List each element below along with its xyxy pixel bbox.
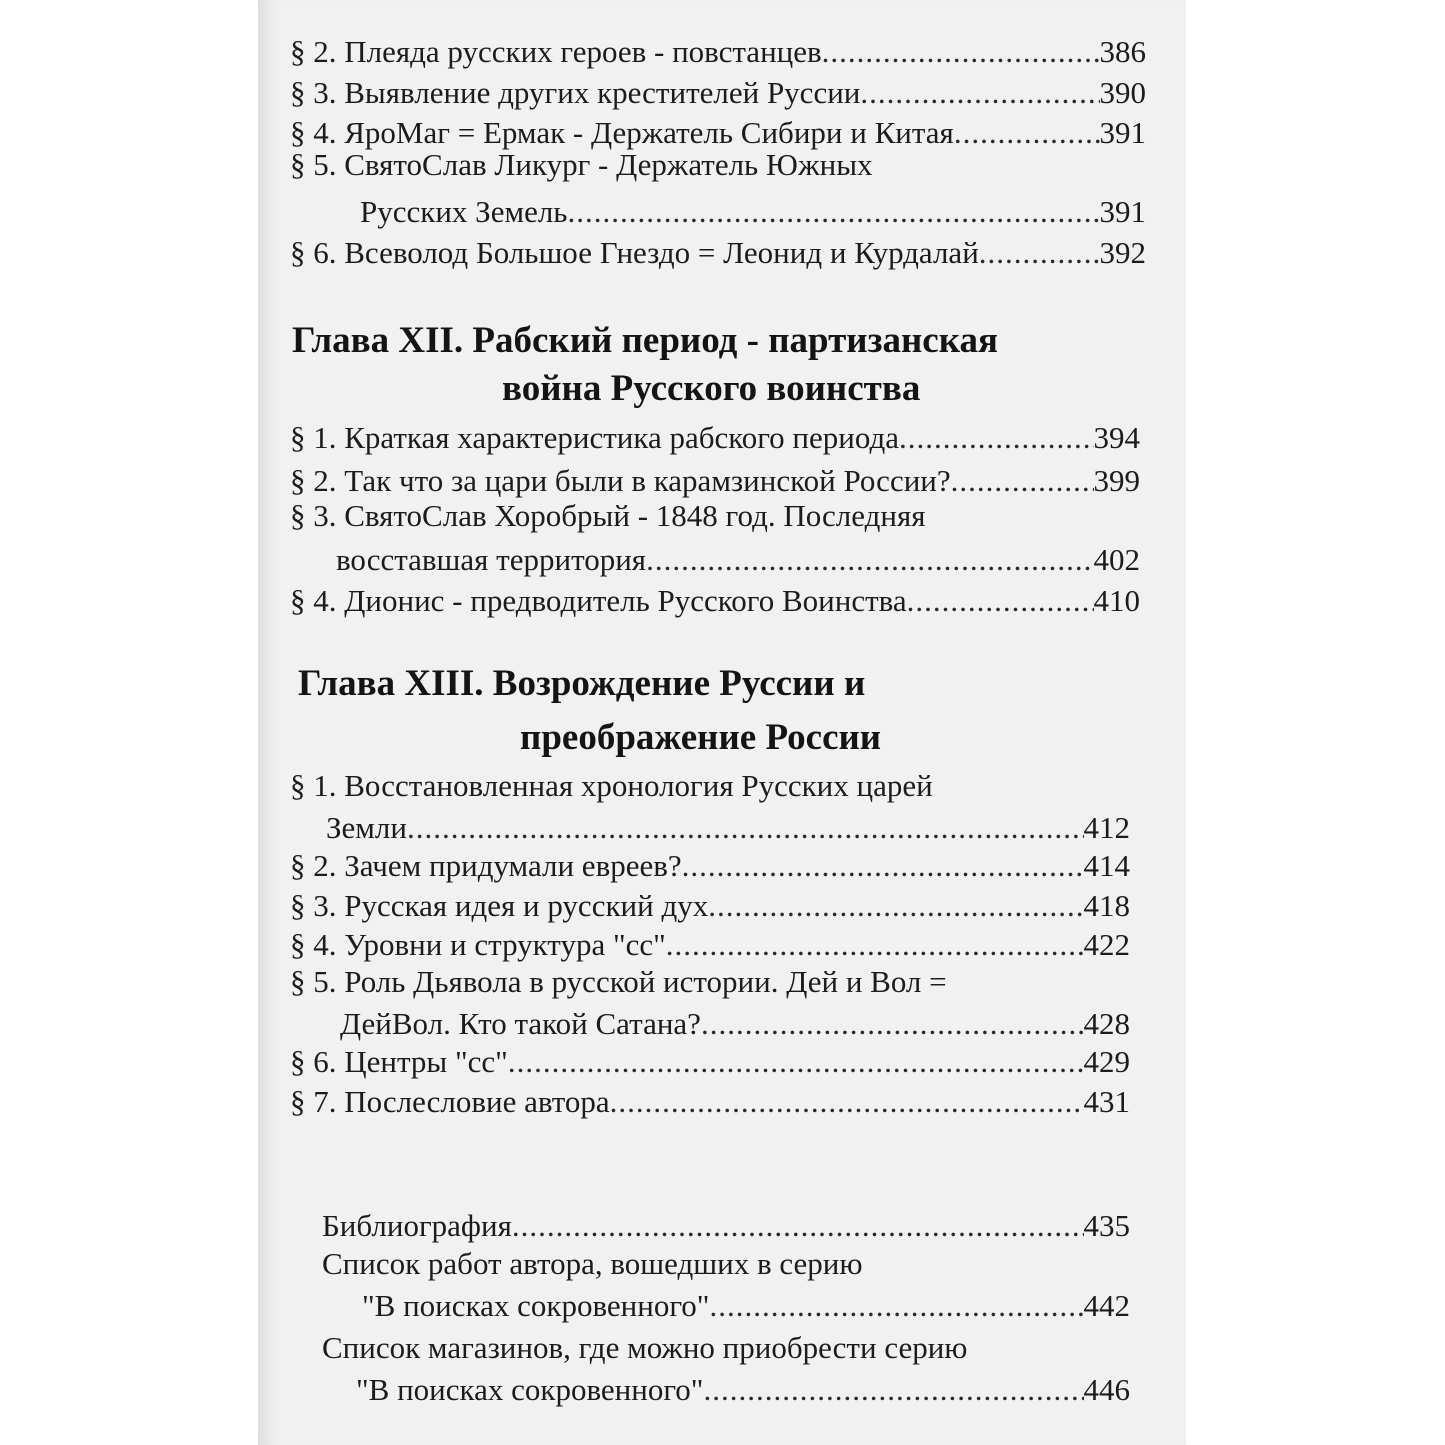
toc-entry-page: 391 bbox=[1099, 194, 1146, 229]
toc-entry-page: 428 bbox=[1083, 1006, 1130, 1041]
toc-entry-page: 442 bbox=[1083, 1288, 1130, 1323]
dot-leader bbox=[512, 1206, 1084, 1246]
toc-entry-label: ДейВол. Кто такой Сатана? bbox=[340, 1006, 701, 1041]
dot-leader bbox=[407, 808, 1084, 848]
toc-entry-label: "В поисках сокровенного" bbox=[356, 1372, 704, 1407]
toc-entry-page: 414 bbox=[1083, 848, 1130, 883]
dot-leader bbox=[907, 581, 1094, 621]
toc-entry[interactable] bbox=[340, 1004, 1130, 1044]
toc-entry[interactable] bbox=[290, 581, 1140, 621]
toc-entry[interactable] bbox=[290, 846, 1130, 886]
toc-entry[interactable] bbox=[336, 540, 1140, 580]
dot-leader bbox=[508, 1042, 1084, 1082]
toc-entry[interactable] bbox=[362, 1286, 1130, 1326]
dot-leader bbox=[666, 925, 1084, 965]
toc-entry-page: 394 bbox=[1093, 420, 1140, 455]
chapter-title-line2[interactable]: преображение России bbox=[520, 717, 882, 758]
toc-entry-label: § 2. Так что за цари были в карамзинской России? bbox=[290, 463, 951, 498]
dot-leader bbox=[822, 32, 1100, 72]
dot-leader bbox=[610, 1082, 1084, 1122]
toc-entry-page: 418 bbox=[1083, 888, 1130, 923]
toc-entry-label-line1[interactable]: § 5. Роль Дьявола в русской истории. Дей и Вол = bbox=[290, 964, 947, 999]
toc-entry[interactable] bbox=[326, 808, 1130, 848]
toc-entry[interactable] bbox=[290, 1042, 1130, 1082]
dot-leader bbox=[646, 540, 1093, 580]
toc-entry-page: 410 bbox=[1093, 583, 1140, 618]
dot-leader bbox=[567, 192, 1099, 232]
toc-entry-page: 390 bbox=[1099, 75, 1146, 110]
toc-entry-page: 429 bbox=[1083, 1044, 1130, 1079]
toc-entry-label: Русских Земель bbox=[360, 194, 568, 229]
toc-entry[interactable] bbox=[290, 461, 1140, 501]
dot-leader bbox=[951, 461, 1094, 501]
toc-entry-label-line1[interactable]: Список работ автора, вошедших в серию bbox=[322, 1246, 863, 1281]
dot-leader bbox=[703, 1370, 1083, 1410]
toc-entry-label: § 6. Всеволод Большое Гнездо = Леонид и Курдалай bbox=[290, 235, 979, 270]
toc-entry-page: 399 bbox=[1093, 463, 1140, 498]
toc-entry[interactable] bbox=[290, 418, 1140, 458]
toc-entry-label: § 4. Уровни и структура "сс" bbox=[290, 927, 666, 962]
toc-entry[interactable] bbox=[356, 1370, 1130, 1410]
toc-entry-label-line1[interactable]: § 3. СвятоСлав Хоробрый - 1848 год. Последняя bbox=[290, 498, 926, 533]
toc-entry-label: Земли bbox=[326, 810, 407, 845]
toc-entry[interactable] bbox=[290, 32, 1146, 72]
toc-entry-page: 422 bbox=[1083, 927, 1130, 962]
toc-entry-label: "В поисках сокровенного" bbox=[362, 1288, 710, 1323]
toc-entry-label: § 3. Выявление других крестителей Руссии bbox=[290, 75, 861, 110]
toc-entry-label: § 4. Дионис - предводитель Русского Воинства bbox=[290, 583, 907, 618]
toc-entry-page: 391 bbox=[1099, 115, 1146, 150]
dot-leader bbox=[682, 846, 1084, 886]
dot-leader bbox=[954, 113, 1100, 153]
toc-entry[interactable] bbox=[290, 233, 1146, 273]
toc-entry-page: 402 bbox=[1093, 542, 1140, 577]
toc-entry-label: § 1. Краткая характеристика рабского периода bbox=[290, 420, 899, 455]
toc-entry[interactable] bbox=[290, 925, 1130, 965]
toc-entry-page: 435 bbox=[1083, 1208, 1130, 1243]
dot-leader bbox=[701, 1004, 1084, 1044]
toc-entry-label: § 3. Русская идея и русский дух bbox=[290, 888, 709, 923]
toc-entry[interactable] bbox=[290, 73, 1146, 113]
toc-entry[interactable] bbox=[322, 1206, 1130, 1246]
chapter-title[interactable]: Глава XII. Рабский период - партизанская bbox=[292, 320, 998, 361]
dot-leader bbox=[708, 886, 1083, 926]
toc-entry-label: Библиография bbox=[322, 1208, 512, 1243]
dot-leader bbox=[860, 73, 1099, 113]
toc-entry-label: § 6. Центры "сс" bbox=[290, 1044, 508, 1079]
toc-entry-label-line1[interactable]: § 5. СвятоСлав Ликург - Держатель Южных bbox=[290, 147, 873, 182]
toc-entry-page: 386 bbox=[1099, 34, 1146, 69]
toc-entry-label: § 2. Зачем придумали евреев? bbox=[290, 848, 682, 883]
chapter-title[interactable]: Глава XIII. Возрождение Руссии и bbox=[298, 663, 866, 704]
toc-entry-label: § 2. Плеяда русских героев - повстанцев bbox=[290, 34, 822, 69]
toc-entry-page: 412 bbox=[1083, 810, 1130, 845]
toc-entry-label-line1[interactable]: Список магазинов, где можно приобрести серию bbox=[322, 1330, 968, 1365]
toc-entry-label-line1[interactable]: § 1. Восстановленная хронология Русских царей bbox=[290, 768, 933, 803]
toc-entry-label: § 7. Послесловие автора bbox=[290, 1084, 610, 1119]
toc-entry-page: 431 bbox=[1083, 1084, 1130, 1119]
dot-leader bbox=[979, 233, 1100, 273]
toc-entry-label: восставшая территория bbox=[336, 542, 647, 577]
toc-entry[interactable] bbox=[290, 1082, 1130, 1122]
toc-entry[interactable] bbox=[360, 192, 1146, 232]
toc-entry-label: § 4. ЯроМаг = Ермак - Держатель Сибири и Китая bbox=[290, 115, 954, 150]
dot-leader bbox=[899, 418, 1094, 458]
toc-entry[interactable] bbox=[290, 886, 1130, 926]
toc-entry-page: 392 bbox=[1099, 235, 1146, 270]
toc-entry-page: 446 bbox=[1083, 1372, 1130, 1407]
dot-leader bbox=[709, 1286, 1083, 1326]
chapter-title-line2[interactable]: война Русского воинства bbox=[502, 368, 921, 409]
